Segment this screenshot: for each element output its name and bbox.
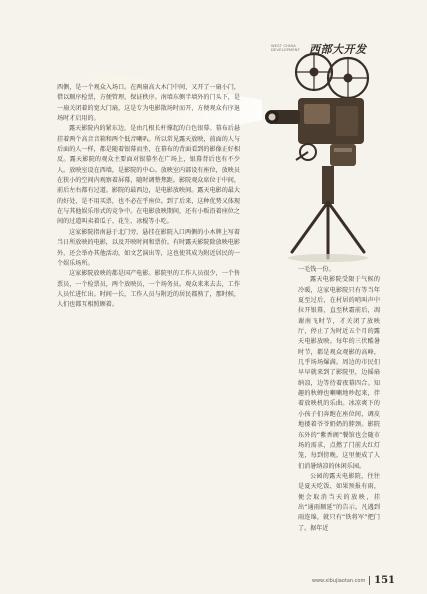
header-chinese-title: 西部大开发 xyxy=(309,43,367,56)
paragraph: 公园的露天电影院，往往是夏天吃饭、如果预报有雨，便会取消当天的放映，挂出“通雨顺延”的告示。凡遇到雨连绵，就只有“铁将军”把门了。据年近 xyxy=(298,472,380,532)
footer-divider xyxy=(369,576,370,585)
paragraph: 一毛钱一份。 xyxy=(298,266,335,273)
paragraph: 这家影院指南悬于北门旁，悬挂在影院入口两侧的小木牌上写着当日所放映的电影，以及开映时间和票价。有时露天影院除放映电影外，还会举办其他活动，如文艺演出等，这也使其成为附近居民的一个娱乐场所。 xyxy=(57,228,240,267)
footer-url: www.xibujiaotan.com xyxy=(311,577,366,584)
header-english-title: WEST CHINA DEVELOPMENT xyxy=(271,44,301,53)
page-footer xyxy=(312,575,395,586)
paragraph: 这家影院放映的都是国产电影。影院里的工作人员很少，一个售票员，一个检票员，两个放映员，一个场务员。观众来来去去，工作人员忙进忙出。时间一长，工作人员与附近的居民都熟了，那时候，人们也都互相照顾着。 xyxy=(57,270,240,309)
left-text-column xyxy=(57,83,240,311)
paragraph: 露天影院内的紧东边，是由几根长杆撑起的白色银幕。幕布后悬挂着两个高音音箱和两个低音喇叭。所以常见露天放映，前面的人与后面的人一样，都是随着银幕而坐，在幕布的背面看到的影像正好相反。露天影院的观众主要面对银幕坐在广场上，银幕背后也有不少人。放映室设在西墙，是影院的中心。放映室内部设有座位，放映员在狭小的空间内观察着屏幕，随时调整焦距。影院观众席位于中间，前后左右都有过道。影院的最西边，是电影放映间。露天电影的最大的好处，是不用买票，也不必在乎座位。到了后来，这种优势又体现在与其他娱乐形式的竞争中。在电影放映期间，还有小贩沿着座位之间的过道叫卖着瓜子、花生、冰棍等小吃。 xyxy=(57,125,240,226)
right-text-column xyxy=(298,265,380,534)
paragraph: 西侧，是一个观众入场口。在两扇高大木门中间，又开了一扇小门，借以顺序检票，方便管理，保证秩序。南墙东侧半墙外的门头下，是一扇关闭着的宽大门扇，这是专为电影散场时而开，方便观众有序退场时才启用的。 xyxy=(57,84,240,123)
page-number: 151 xyxy=(374,575,395,586)
paragraph: 露天电影院受限于气候的冷暖，这家电影院只有等当年夏至过后，在村居的哨叫声中拉开银幕，直至秋霜前后，凋谢南飞时节，才关闭了放映厅，停止了为时近五个月的露天电影放映。每年的三伏酷暑时节，都是观众观影的高峰，几乎场场爆满。周边的市民们早早就来到了影院里，边摇扇纳凉，边等待着夜幕四合。知趣的秋蝉也喇喇地吵起来，伴着放映机的乐曲。冰凉爽下的小孩子们奔跑在座位间，调皮地搂着爷爷奶奶的脖颈。影院东外的“紫香阁”餐馆也会随市场的需求，点燃了门前大红灯笼，每到傍晚，这里便成了人们消暑纳凉的休闲乐园。 xyxy=(298,276,380,470)
film-projector-illustration xyxy=(236,40,396,265)
